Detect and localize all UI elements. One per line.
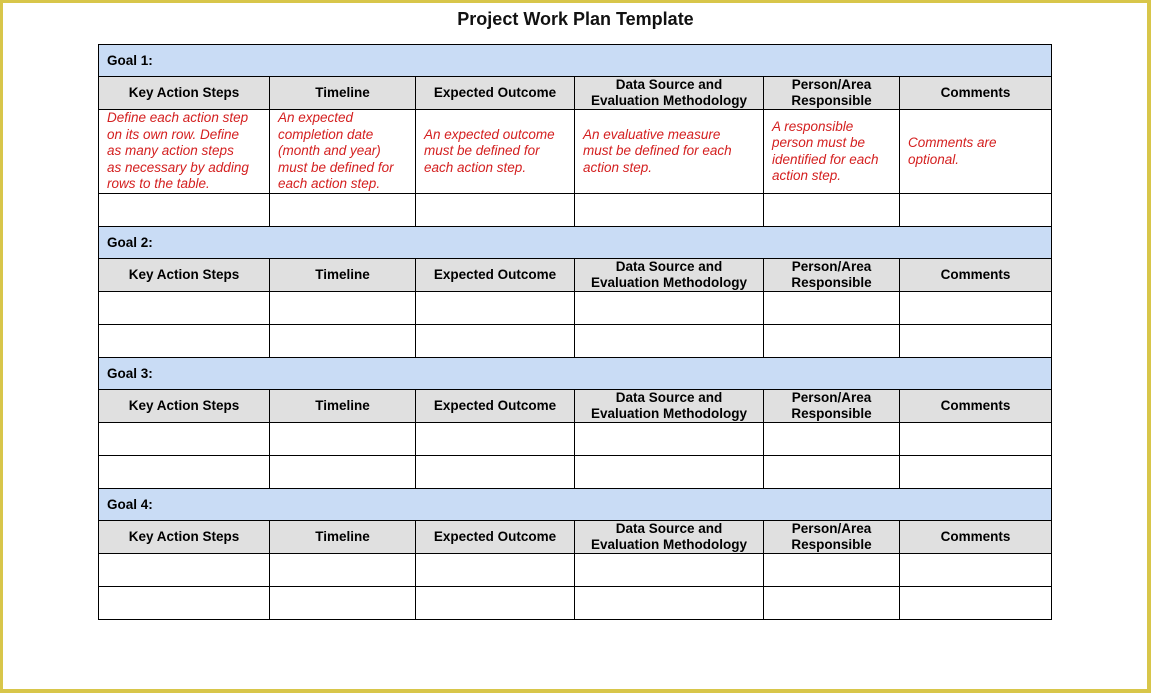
cell-data-source[interactable] bbox=[575, 292, 764, 325]
header-comments: Comments bbox=[900, 259, 1052, 292]
cell-timeline[interactable] bbox=[270, 194, 416, 227]
cell-person-responsible[interactable] bbox=[764, 554, 900, 587]
cell-key-action-steps[interactable] bbox=[99, 423, 270, 456]
cell-key-action-steps[interactable] bbox=[99, 554, 270, 587]
cell-data-source[interactable] bbox=[575, 456, 764, 489]
cell-data-source[interactable] bbox=[575, 423, 764, 456]
header-comments: Comments bbox=[900, 521, 1052, 554]
cell-person-responsible[interactable] bbox=[764, 325, 900, 358]
header-row bbox=[99, 259, 1052, 292]
cell-timeline[interactable] bbox=[270, 292, 416, 325]
blank-row bbox=[99, 587, 1052, 620]
blank-row bbox=[99, 194, 1052, 227]
header-comments: Comments bbox=[900, 77, 1052, 110]
header-data-source: Data Source and Evaluation Methodology bbox=[575, 77, 764, 110]
goal-row bbox=[99, 358, 1052, 390]
header-timeline: Timeline bbox=[270, 521, 416, 554]
blank-row bbox=[99, 554, 1052, 587]
cell-comments[interactable] bbox=[900, 292, 1052, 325]
header-row bbox=[99, 77, 1052, 110]
header-key-action-steps: Key Action Steps bbox=[99, 259, 270, 292]
example-data-source[interactable]: An evaluative measure must be defined for each action step. bbox=[575, 110, 764, 194]
header-timeline: Timeline bbox=[270, 390, 416, 423]
example-key-action-steps[interactable]: Define each action step on its own row. Define as many action steps as necessary by adding rows to the table. bbox=[99, 110, 270, 194]
header-expected-outcome: Expected Outcome bbox=[416, 77, 575, 110]
cell-expected-outcome[interactable] bbox=[416, 194, 575, 227]
page-title: Project Work Plan Template bbox=[457, 9, 694, 29]
cell-data-source[interactable] bbox=[575, 587, 764, 620]
header-person-responsible: Person/Area Responsible bbox=[764, 77, 900, 110]
cell-person-responsible[interactable] bbox=[764, 194, 900, 227]
cell-comments[interactable] bbox=[900, 587, 1052, 620]
cell-data-source[interactable] bbox=[575, 554, 764, 587]
cell-data-source[interactable] bbox=[575, 325, 764, 358]
header-person-responsible: Person/Area Responsible bbox=[764, 521, 900, 554]
header-key-action-steps: Key Action Steps bbox=[99, 521, 270, 554]
cell-timeline[interactable] bbox=[270, 325, 416, 358]
cell-comments[interactable] bbox=[900, 554, 1052, 587]
cell-comments[interactable] bbox=[900, 423, 1052, 456]
cell-key-action-steps[interactable] bbox=[99, 292, 270, 325]
cell-expected-outcome[interactable] bbox=[416, 554, 575, 587]
header-row bbox=[99, 521, 1052, 554]
cell-expected-outcome[interactable] bbox=[416, 292, 575, 325]
header-timeline: Timeline bbox=[270, 77, 416, 110]
blank-row bbox=[99, 325, 1052, 358]
cell-timeline[interactable] bbox=[270, 554, 416, 587]
header-person-responsible: Person/Area Responsible bbox=[764, 390, 900, 423]
cell-expected-outcome[interactable] bbox=[416, 587, 575, 620]
cell-comments[interactable] bbox=[900, 325, 1052, 358]
header-person-responsible: Person/Area Responsible bbox=[764, 259, 900, 292]
cell-person-responsible[interactable] bbox=[764, 423, 900, 456]
cell-expected-outcome[interactable] bbox=[416, 423, 575, 456]
example-comments[interactable]: Comments are optional. bbox=[900, 110, 1052, 194]
blank-row bbox=[99, 292, 1052, 325]
goal-label: Goal 2: bbox=[99, 227, 1052, 259]
work-plan-table bbox=[98, 44, 1052, 620]
goal-row bbox=[99, 489, 1052, 521]
header-expected-outcome: Expected Outcome bbox=[416, 259, 575, 292]
example-person-responsible[interactable]: A responsible person must be identified for each action step. bbox=[764, 110, 900, 194]
header-timeline: Timeline bbox=[270, 259, 416, 292]
header-expected-outcome: Expected Outcome bbox=[416, 521, 575, 554]
blank-row bbox=[99, 423, 1052, 456]
cell-comments[interactable] bbox=[900, 194, 1052, 227]
cell-person-responsible[interactable] bbox=[764, 292, 900, 325]
header-data-source: Data Source and Evaluation Methodology bbox=[575, 259, 764, 292]
blank-row bbox=[99, 456, 1052, 489]
goal-label: Goal 1: bbox=[99, 45, 1052, 77]
cell-person-responsible[interactable] bbox=[764, 456, 900, 489]
cell-expected-outcome[interactable] bbox=[416, 456, 575, 489]
cell-data-source[interactable] bbox=[575, 194, 764, 227]
header-key-action-steps: Key Action Steps bbox=[99, 390, 270, 423]
cell-timeline[interactable] bbox=[270, 587, 416, 620]
header-data-source: Data Source and Evaluation Methodology bbox=[575, 521, 764, 554]
cell-key-action-steps[interactable] bbox=[99, 456, 270, 489]
cell-timeline[interactable] bbox=[270, 423, 416, 456]
cell-timeline[interactable] bbox=[270, 456, 416, 489]
header-data-source: Data Source and Evaluation Methodology bbox=[575, 390, 764, 423]
cell-expected-outcome[interactable] bbox=[416, 325, 575, 358]
example-row bbox=[99, 110, 1052, 194]
goal-label: Goal 3: bbox=[99, 358, 1052, 390]
cell-person-responsible[interactable] bbox=[764, 587, 900, 620]
cell-key-action-steps[interactable] bbox=[99, 194, 270, 227]
example-expected-outcome[interactable]: An expected outcome must be defined for each action step. bbox=[416, 110, 575, 194]
goal-label: Goal 4: bbox=[99, 489, 1052, 521]
header-comments: Comments bbox=[900, 390, 1052, 423]
goal-row bbox=[99, 227, 1052, 259]
example-timeline[interactable]: An expected completion date (month and year) must be defined for each action step. bbox=[270, 110, 416, 194]
cell-comments[interactable] bbox=[900, 456, 1052, 489]
cell-key-action-steps[interactable] bbox=[99, 587, 270, 620]
header-key-action-steps: Key Action Steps bbox=[99, 77, 270, 110]
cell-key-action-steps[interactable] bbox=[99, 325, 270, 358]
goal-row bbox=[99, 45, 1052, 77]
header-row bbox=[99, 390, 1052, 423]
header-expected-outcome: Expected Outcome bbox=[416, 390, 575, 423]
